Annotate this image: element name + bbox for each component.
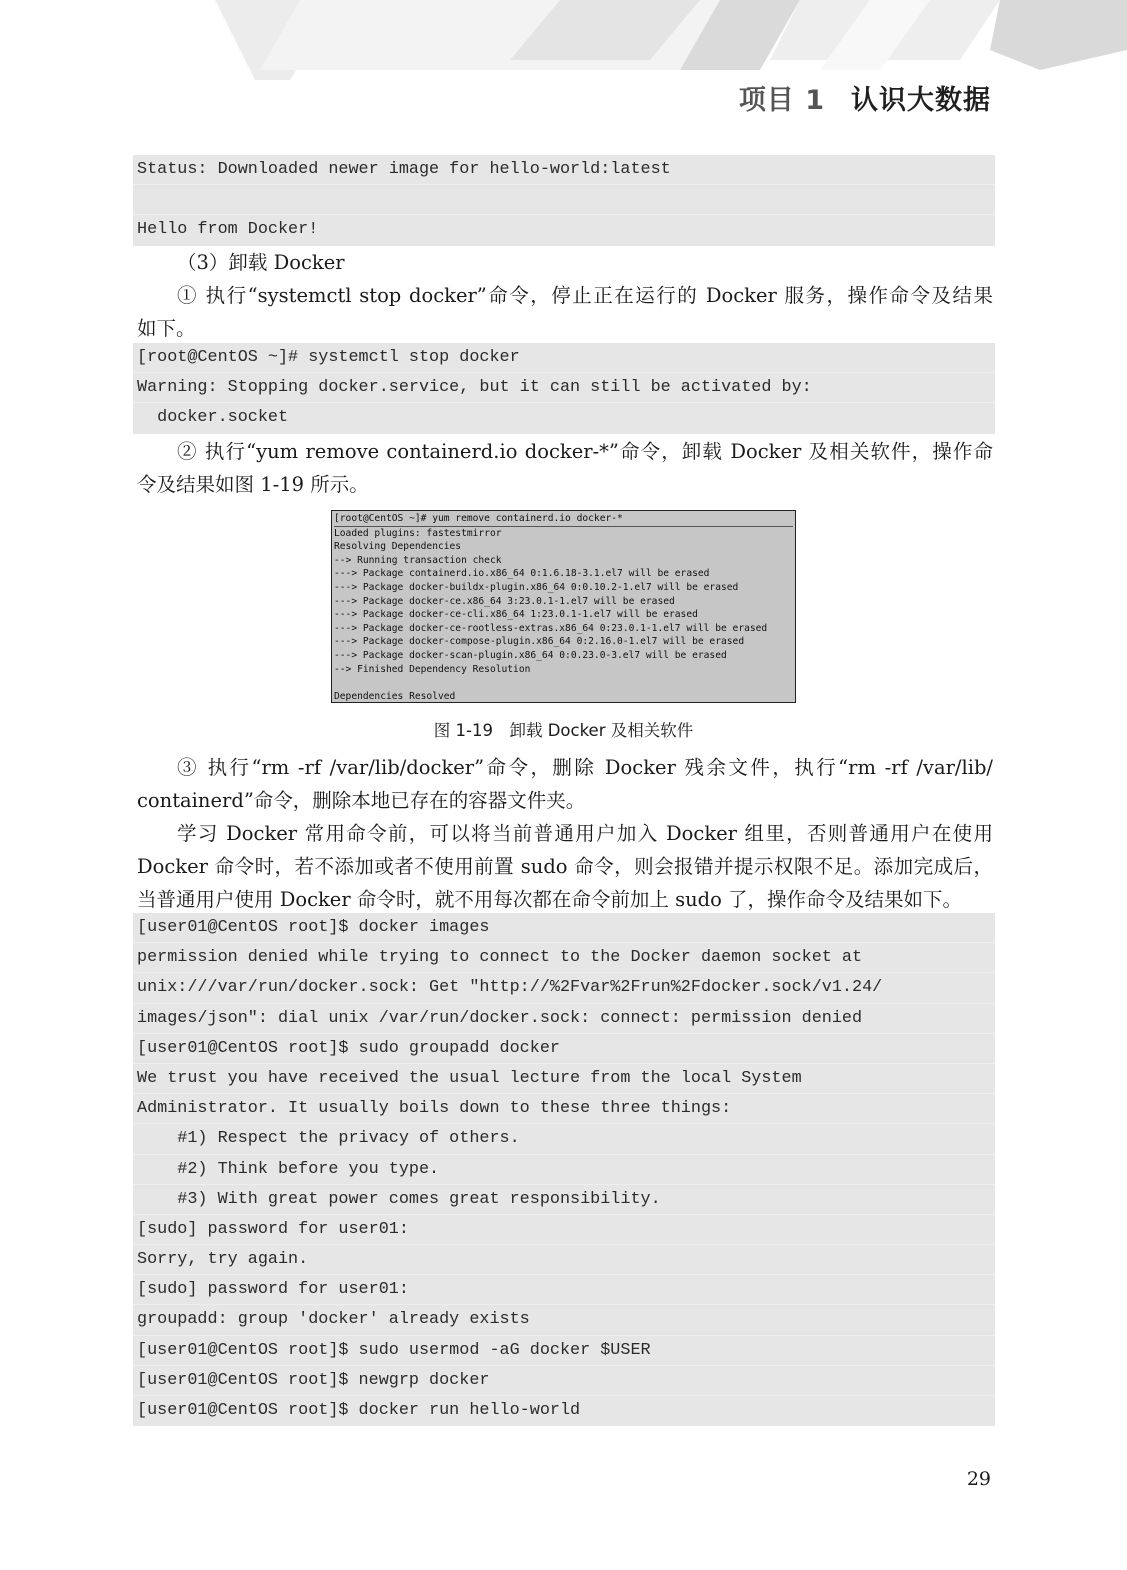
code-line: groupadd: group 'docker' already exists xyxy=(133,1305,995,1335)
terminal-line: ---> Package docker-ce-rootless-extras.x86_64 0:23.0.1-1.el7 will be erased xyxy=(334,622,768,634)
intro-line: 学习 Docker 常用命令前，可以将当前普通用户加入 Docker 组里，否则普通用户在使用 xyxy=(177,822,993,845)
code-line: [root@CentOS ~]# systemctl stop docker xyxy=(133,343,995,373)
code-line: [user01@CentOS root]$ sudo groupadd docker xyxy=(133,1034,995,1064)
code-line: Status: Downloaded newer image for hello-world:latest xyxy=(133,155,995,185)
terminal-line: ---> Package docker-buildx-plugin.x86_64 0:0.10.2-1.el7 will be erased xyxy=(334,581,739,593)
terminal-line: Resolving Dependencies xyxy=(334,541,462,553)
code-line: #3) With great power comes great responsibility. xyxy=(133,1185,995,1215)
chapter-title: 认识大数据 xyxy=(851,85,991,116)
terminal-line xyxy=(334,676,793,690)
step2-line: 令及结果如图 1-19 所示。 xyxy=(137,473,369,496)
code-line: We trust you have received the usual lecture from the local System xyxy=(133,1064,995,1094)
code-block-stop xyxy=(133,343,995,434)
section-uninstall xyxy=(137,246,993,345)
code-line: [sudo] password for user01: xyxy=(133,1215,995,1245)
code-line: [user01@CentOS root]$ docker images xyxy=(133,913,995,943)
terminal-line: [root@CentOS ~]# yum remove containerd.io docker-* xyxy=(334,512,793,527)
code-line: images/json": dial unix /var/run/docker.sock: connect: permission denied xyxy=(133,1004,995,1034)
terminal-line: ---> Package docker-ce-cli.x86_64 1:23.0.1-1.el7 will be erased xyxy=(334,609,698,621)
terminal-line: --> Finished Dependency Resolution xyxy=(334,663,531,675)
code-line: [sudo] password for user01: xyxy=(133,1275,995,1305)
code-line: [user01@CentOS root]$ docker run hello-world xyxy=(137,1401,581,1420)
project-number: 项目 1 xyxy=(738,85,825,116)
code-line: [user01@CentOS root]$ newgrp docker xyxy=(133,1366,995,1396)
intro-paragraph xyxy=(137,817,993,916)
terminal-line: Dependencies Resolved xyxy=(334,690,456,702)
terminal-line: ---> Package containerd.io.x86_64 0:1.6.18-3.1.el7 will be erased xyxy=(334,568,710,580)
step1-line: ① 执行“systemctl stop docker”命令，停止正在运行的 Docker 服务，操作命令及结果 xyxy=(177,284,993,307)
figure-caption: 图 1-19 卸载 Docker 及相关软件 xyxy=(433,721,694,740)
step1-line: 如下。 xyxy=(137,317,196,340)
code-line xyxy=(133,185,995,215)
header-decoration xyxy=(0,0,1127,80)
terminal-line: ---> Package docker-compose-plugin.x86_64 0:2.16.0-1.el7 will be erased xyxy=(334,636,745,648)
code-line: Warning: Stopping docker.service, but it can still be activated by: xyxy=(133,373,995,403)
terminal-line: ---> Package docker-scan-plugin.x86_64 0:0.23.0-3.el7 will be erased xyxy=(334,649,727,661)
code-line: permission denied while trying to connect to the Docker daemon socket at xyxy=(133,943,995,973)
code-line: docker.socket xyxy=(137,408,289,428)
code-block-group xyxy=(133,913,995,1426)
terminal-screenshot-figure xyxy=(331,510,796,703)
page-number: 29 xyxy=(966,1468,991,1490)
code-line: unix:///var/run/docker.sock: Get "http://%2Fvar%2Frun%2Fdocker.sock/v1.24/ xyxy=(133,973,995,1003)
chapter-header xyxy=(739,78,991,117)
intro-line: 当普通用户使用 Docker 命令时，就不用每次都在命令前加上 sudo 了，操作命令及结果如下。 xyxy=(137,888,963,911)
terminal-line: Loaded plugins: fastestmirror xyxy=(334,527,502,539)
step3-line: ③ 执行“rm -rf /var/lib/docker”命令，删除 Docker 残余文件，执行“rm -rf /var/lib/ xyxy=(177,756,993,779)
step3-paragraph xyxy=(137,751,993,817)
code-line: Hello from Docker! xyxy=(137,220,319,240)
intro-line: Docker 命令时，若不添加或者不使用前置 sudo 命令，则会报错并提示权限不足。添加完成后， xyxy=(137,855,993,878)
code-line: #2) Think before you type. xyxy=(133,1155,995,1185)
step2-line: ② 执行“yum remove containerd.io docker-*”命令，卸载 Docker 及相关软件，操作命 xyxy=(177,440,993,463)
code-line: #1) Respect the privacy of others. xyxy=(133,1124,995,1154)
terminal-line: ---> Package docker-ce.x86_64 3:23.0.1-1.el7 will be erased xyxy=(334,595,675,607)
step2-paragraph xyxy=(137,435,993,501)
step3-line: containerd”命令，删除本地已存在的容器文件夹。 xyxy=(137,789,586,812)
code-line: Sorry, try again. xyxy=(133,1245,995,1275)
code-line: [user01@CentOS root]$ sudo usermod -aG docker $USER xyxy=(133,1336,995,1366)
terminal-line: --> Running transaction check xyxy=(334,554,502,566)
section-heading: （3）卸载 Docker xyxy=(177,251,345,274)
code-block-hello xyxy=(133,155,995,246)
code-line: Administrator. It usually boils down to these three things: xyxy=(133,1094,995,1124)
